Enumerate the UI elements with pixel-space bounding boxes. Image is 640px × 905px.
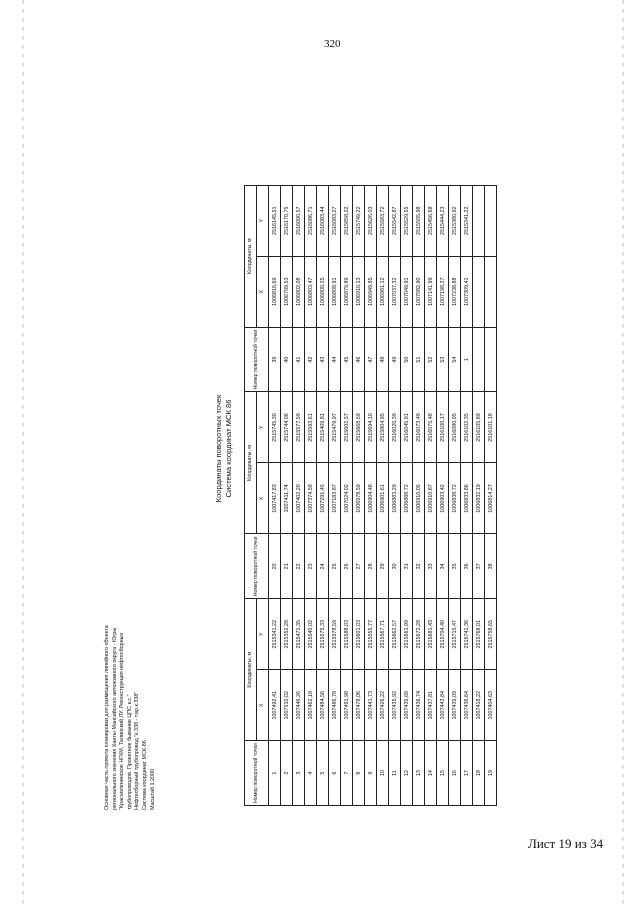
y-coordinate-cell: 2515567,71 (377, 599, 389, 670)
table-row (425, 185, 437, 805)
coordinates-table (244, 185, 497, 806)
point-number-cell: 19 (485, 741, 497, 806)
point-number-cell (485, 327, 497, 392)
x-coordinate-cell (473, 256, 485, 327)
point-number-cell: 27 (353, 534, 365, 599)
y-coordinate-cell: 2515744,06 (281, 392, 293, 463)
point-number-cell: 50 (401, 327, 413, 392)
x-coordinate-cell: 1006803,47 (305, 256, 317, 327)
y-coordinate-cell: 2515588,03 (341, 599, 353, 670)
point-number-cell: 28 (365, 534, 377, 599)
point-number-cell: 10 (377, 741, 389, 806)
point-number-cell: 43 (317, 327, 329, 392)
table-title-line1: Координаты поворотных точек (214, 394, 223, 503)
x-coordinate-cell: 1007402,20 (293, 463, 305, 534)
y-coordinate-cell: 2515578,59 (329, 599, 341, 670)
caption-line: Система координат МСК-86 (141, 740, 148, 810)
y-coordinate-cell: 2515626,03 (365, 185, 377, 256)
header-point-number: Номер поворотной точки (245, 741, 269, 806)
header-y: Y (257, 185, 269, 256)
y-coordinate-cell: 2515583,72 (377, 185, 389, 256)
y-coordinate-cell: 2516083,44 (317, 185, 329, 256)
point-number-cell: 31 (401, 534, 413, 599)
table-row (473, 185, 485, 805)
y-coordinate-cell: 2516080,95 (449, 392, 461, 463)
y-coordinate-cell: 2515479,97 (329, 392, 341, 463)
x-coordinate-cell: 1006832,19 (473, 463, 485, 534)
header-point-number: Номер поворотной точки (245, 534, 269, 599)
point-number-cell: 8 (353, 741, 365, 806)
y-coordinate-cell: 2516102,35 (461, 392, 473, 463)
y-coordinate-cell: 2515540,02 (305, 599, 317, 670)
point-number-cell: 38 (485, 534, 497, 599)
header-x: X (257, 463, 269, 534)
point-number-cell: 6 (329, 741, 341, 806)
table-subheader-row (257, 185, 269, 805)
point-number-cell: 9 (365, 741, 377, 806)
caption-line: "Красноленинское НГКМ, Талинский ЛУ. Реконструкция нефтесборных (119, 632, 126, 810)
point-number-cell: 32 (413, 534, 425, 599)
point-number-cell: 2 (281, 741, 293, 806)
x-coordinate-cell: 1007024,02 (341, 463, 353, 534)
y-coordinate-cell: 2515681,43 (425, 599, 437, 670)
y-coordinate-cell: 2515471,35 (293, 599, 305, 670)
point-number-cell: 14 (425, 741, 437, 806)
y-coordinate-cell: 2516170,75 (281, 185, 293, 256)
x-coordinate-cell: 1006814,27 (485, 463, 497, 534)
point-number-cell: 1 (269, 741, 281, 806)
x-coordinate-cell: 1006910,05 (413, 463, 425, 534)
table-row (413, 185, 425, 805)
table-row (329, 185, 341, 805)
point-number-cell: 29 (377, 534, 389, 599)
point-number-cell: 11 (389, 741, 401, 806)
y-coordinate-cell: 2515380,92 (449, 185, 461, 256)
y-coordinate-cell: 2515704,40 (437, 599, 449, 670)
table-row (353, 185, 365, 805)
x-coordinate-cell: 1006910,87 (425, 463, 437, 534)
x-coordinate-cell: 1006978,59 (353, 463, 365, 534)
y-coordinate-cell: 2515602,57 (341, 392, 353, 463)
y-coordinate-cell (473, 185, 485, 256)
point-number-cell: 24 (317, 534, 329, 599)
y-coordinate-cell: 2515542,87 (389, 185, 401, 256)
x-coordinate-cell: 1007436,64 (461, 670, 473, 741)
y-coordinate-cell: 2516105,89 (473, 392, 485, 463)
x-coordinate-cell: 1007198,27 (437, 256, 449, 327)
x-coordinate-cell: 1006883,29 (389, 463, 401, 534)
point-number-cell: 12 (401, 741, 413, 806)
point-number-cell: 52 (425, 327, 437, 392)
header-x: X (257, 256, 269, 327)
y-coordinate-cell: 2515668,59 (353, 392, 365, 463)
x-coordinate-cell: 1006910,13 (353, 256, 365, 327)
point-number-cell: 41 (293, 327, 305, 392)
table-title (214, 83, 234, 814)
x-coordinate-cell: 1007183,87 (329, 463, 341, 534)
y-coordinate-cell: 2515662,57 (389, 599, 401, 670)
table-row (305, 185, 317, 805)
x-coordinate-cell: 1006981,12 (377, 256, 389, 327)
table-row (341, 185, 353, 805)
page-number: 320 (324, 38, 341, 50)
table-row (485, 185, 497, 805)
x-coordinate-cell: 1007484,56 (317, 670, 329, 741)
header-coordinates: Координаты, м (245, 599, 257, 741)
x-coordinate-cell: 1007436,74 (413, 670, 425, 741)
y-coordinate-cell: 2516090,57 (293, 185, 305, 256)
x-coordinate-cell: 1006903,42 (437, 463, 449, 534)
point-number-cell: 5 (317, 741, 329, 806)
x-coordinate-cell: 1007291,45 (317, 463, 329, 534)
x-coordinate-cell: 1007446,26 (293, 670, 305, 741)
x-coordinate-cell: 1007478,06 (353, 670, 365, 741)
point-number-cell: 17 (461, 741, 473, 806)
point-number-cell: 30 (389, 534, 401, 599)
point-number-cell: 21 (281, 534, 293, 599)
x-coordinate-cell: 1007435,92 (389, 670, 401, 741)
point-number-cell: 40 (281, 327, 293, 392)
y-coordinate-cell: 2515694,10 (365, 392, 377, 463)
y-coordinate-cell: 2515575,33 (317, 599, 329, 670)
point-number-cell: 22 (293, 534, 305, 599)
x-coordinate-cell: 1006800,25 (317, 256, 329, 327)
table-row (293, 185, 305, 805)
point-number-cell: 45 (341, 327, 353, 392)
point-number-cell: 4 (305, 741, 317, 806)
x-coordinate-cell: 1006904,48 (365, 463, 377, 534)
x-coordinate-cell: 1007510,02 (281, 670, 293, 741)
y-coordinate-cell: 2515555,77 (365, 599, 377, 670)
point-number-cell: 54 (449, 327, 461, 392)
point-number-cell (473, 327, 485, 392)
x-coordinate-cell: 1007443,84 (437, 670, 449, 741)
y-coordinate-cell: 2515593,61 (305, 392, 317, 463)
point-number-cell: 16 (449, 741, 461, 806)
y-coordinate-cell: 2515456,68 (425, 185, 437, 256)
x-coordinate-cell: 1006901,61 (377, 463, 389, 534)
x-coordinate-cell: 1006799,53 (281, 256, 293, 327)
point-number-cell: 33 (425, 534, 437, 599)
x-coordinate-cell: 1007491,98 (341, 670, 353, 741)
y-coordinate-cell: 2516145,51 (269, 185, 281, 256)
y-coordinate-cell: 2516101,18 (485, 392, 497, 463)
point-number-cell: 1 (461, 327, 473, 392)
point-number-cell: 36 (461, 534, 473, 599)
point-number-cell: 15 (437, 741, 449, 806)
x-coordinate-cell: 1007437,81 (425, 670, 437, 741)
point-number-cell: 51 (413, 327, 425, 392)
caption-line: регионального значения Ханты-Мансийского автономного округа - Югры (111, 627, 118, 810)
x-coordinate-cell: 1007082,90 (413, 256, 425, 327)
x-coordinate-cell: 1006949,85 (365, 256, 377, 327)
y-coordinate-cell: 2515409,81 (317, 392, 329, 463)
y-coordinate-cell: 2516100,17 (437, 392, 449, 463)
x-coordinate-cell: 1006808,91 (329, 256, 341, 327)
point-number-cell: 23 (305, 534, 317, 599)
sheet-counter: Лист 19 из 34 (528, 836, 604, 851)
table-title-line2: Система координат МСК 86 (224, 399, 233, 498)
x-coordinate-cell: 1007049,91 (401, 256, 413, 327)
y-coordinate-cell: 2515661,99 (401, 599, 413, 670)
table-row (365, 185, 377, 805)
x-coordinate-cell: 1007435,68 (401, 670, 413, 741)
x-coordinate-cell (485, 256, 497, 327)
caption-line: Масштаб 1:2000 (149, 768, 156, 810)
x-coordinate-cell: 1007426,22 (377, 670, 389, 741)
header-x: X (257, 670, 269, 741)
point-number-cell: 34 (437, 534, 449, 599)
point-number-cell: 53 (437, 327, 449, 392)
y-coordinate-cell: 2515804,95 (377, 392, 389, 463)
table-row (317, 185, 329, 805)
y-coordinate-cell: 2516075,48 (425, 392, 437, 463)
x-coordinate-cell: 1007492,41 (269, 670, 281, 741)
x-coordinate-cell: 1006833,86 (461, 463, 473, 534)
y-coordinate-cell: 2515577,59 (293, 392, 305, 463)
x-coordinate-cell: 1006802,08 (293, 256, 305, 327)
header-point-number: Номер поворотной точки (245, 327, 269, 392)
point-number-cell: 13 (413, 741, 425, 806)
y-coordinate-cell: 2516020,39 (389, 392, 401, 463)
point-number-cell: 48 (377, 327, 389, 392)
point-number-cell: 39 (269, 327, 281, 392)
y-coordinate-cell: 2515529,55 (401, 185, 413, 256)
x-coordinate-cell: 1007418,22 (473, 670, 485, 741)
point-number-cell: 44 (329, 327, 341, 392)
point-number-cell: 7 (341, 741, 353, 806)
caption-block (104, 625, 157, 810)
x-coordinate-cell: 1007141,99 (425, 256, 437, 327)
left-margin-marks (22, 0, 24, 905)
x-coordinate-cell: 1007037,32 (389, 256, 401, 327)
right-margin-marks (622, 0, 624, 905)
y-coordinate-cell: 2516083,27 (329, 185, 341, 256)
y-coordinate-cell: 2515858,22 (341, 185, 353, 256)
point-number-cell: 25 (329, 534, 341, 599)
header-coordinates: Координаты, м (245, 185, 257, 327)
x-coordinate-cell: 1007462,18 (305, 670, 317, 741)
y-coordinate-cell: 2515505,98 (413, 185, 425, 256)
y-coordinate-cell: 2515444,23 (437, 185, 449, 256)
x-coordinate-cell: 1007435,09 (449, 670, 461, 741)
x-coordinate-cell: 1007441,73 (365, 670, 377, 741)
point-number-cell: 46 (353, 327, 365, 392)
x-coordinate-cell: 1006838,72 (449, 463, 461, 534)
header-coordinates: Координаты, м (245, 392, 257, 534)
y-coordinate-cell: 2515341,22 (269, 599, 281, 670)
y-coordinate-cell: 2515715,47 (449, 599, 461, 670)
table-body (269, 185, 497, 805)
x-coordinate-cell: 1007374,58 (305, 463, 317, 534)
table-row (401, 185, 413, 805)
y-coordinate-cell: 2516045,91 (401, 392, 413, 463)
x-coordinate-cell: 1007404,63 (485, 670, 497, 741)
x-coordinate-cell: 1007309,41 (461, 256, 473, 327)
point-number-cell: 18 (473, 741, 485, 806)
y-coordinate-cell (485, 185, 497, 256)
x-coordinate-cell: 1006888,72 (401, 463, 413, 534)
y-coordinate-cell: 2515758,65 (485, 599, 497, 670)
y-coordinate-cell: 2515749,22 (353, 185, 365, 256)
point-number-cell: 47 (365, 327, 377, 392)
table-row (461, 185, 473, 805)
point-number-cell: 35 (449, 534, 461, 599)
y-coordinate-cell: 2515768,01 (473, 599, 485, 670)
table-header-row (245, 185, 257, 805)
x-coordinate-cell: 1007238,88 (449, 256, 461, 327)
y-coordinate-cell: 2516086,71 (305, 185, 317, 256)
y-coordinate-cell: 2515745,30 (269, 392, 281, 463)
header-y: Y (257, 392, 269, 463)
y-coordinate-cell: 2515601,03 (353, 599, 365, 670)
x-coordinate-cell: 1007417,83 (269, 463, 281, 534)
x-coordinate-cell: 1006816,69 (269, 256, 281, 327)
table-row (269, 185, 281, 805)
table-row (281, 185, 293, 805)
point-number-cell: 37 (473, 534, 485, 599)
y-coordinate-cell: 2515741,36 (461, 599, 473, 670)
table-row (377, 185, 389, 805)
point-number-cell: 20 (269, 534, 281, 599)
point-number-cell: 26 (341, 534, 353, 599)
caption-line: трубопроводов. Проектное бывание ЦПС к.с." (126, 694, 133, 810)
table-row (389, 185, 401, 805)
y-coordinate-cell: 2515672,28 (413, 599, 425, 670)
table-row (437, 185, 449, 805)
y-coordinate-cell: 2516073,49 (413, 392, 425, 463)
y-coordinate-cell: 2515341,22 (461, 185, 473, 256)
x-coordinate-cell: 1007486,78 (329, 670, 341, 741)
rotated-sheet (98, 83, 494, 814)
header-y: Y (257, 599, 269, 670)
table-row (449, 185, 461, 805)
point-number-cell: 49 (389, 327, 401, 392)
x-coordinate-cell: 1006879,89 (341, 256, 353, 327)
y-coordinate-cell: 2515352,28 (281, 599, 293, 670)
point-number-cell: 42 (305, 327, 317, 392)
point-number-cell: 3 (293, 741, 305, 806)
x-coordinate-cell: 1007411,74 (281, 463, 293, 534)
caption-line: Основная часть проекта планировки для размещения линейного объекта (104, 625, 110, 810)
caption-line: Нефтесборный трубопровод "к.338 - т.вр.к.338" (134, 691, 141, 810)
